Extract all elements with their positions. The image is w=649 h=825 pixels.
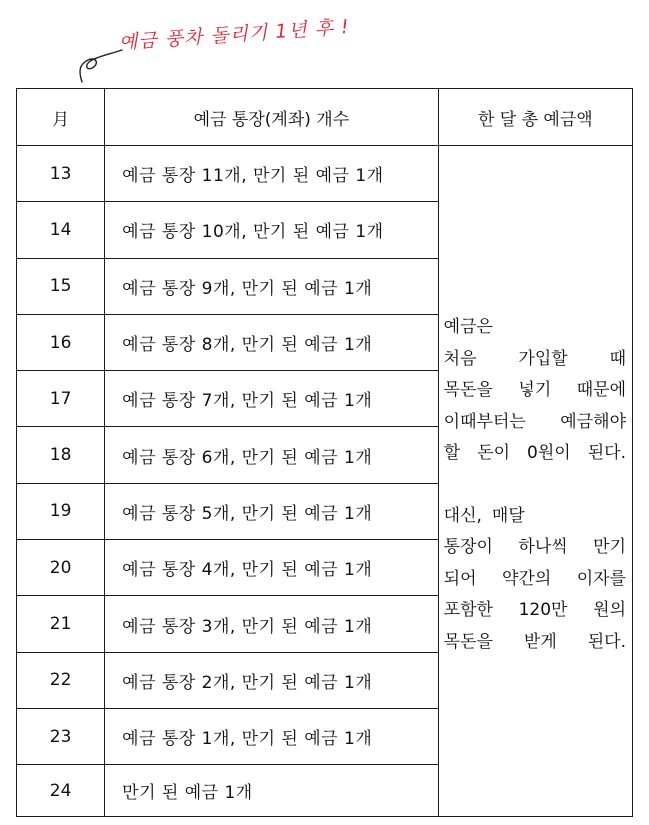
total-note-word: 통장이 (443, 537, 493, 557)
total-note-line (444, 501, 626, 533)
total-note-word: 된다. (587, 631, 626, 652)
month-cell: 23 (17, 708, 105, 764)
month-cell: 16 (17, 314, 105, 370)
total-note-line (444, 407, 626, 439)
total-note (444, 146, 626, 658)
count-cell: 예금 통장 9개, 만기 된 예금 1개 (105, 258, 439, 314)
table-body (17, 146, 633, 817)
count-cell: 예금 통장 7개, 만기 된 예금 1개 (105, 371, 439, 427)
count-cell: 예금 통장 6개, 만기 된 예금 1개 (105, 427, 439, 483)
month-cell: 24 (17, 765, 105, 817)
count-cell: 예금 통장 8개, 만기 된 예금 1개 (105, 314, 439, 370)
total-note-line (444, 564, 626, 596)
total-note-word: 이자를 (576, 568, 626, 589)
total-note-word: 포함한 (443, 600, 493, 620)
total-note-word: 120만 (518, 600, 568, 620)
total-note-word: 때문에 (576, 380, 626, 400)
total-note-word: 만기 (593, 537, 626, 557)
header-month: 月 (17, 89, 105, 146)
total-note-cell (438, 146, 632, 817)
count-cell: 예금 통장 1개, 만기 된 예금 1개 (105, 708, 439, 764)
total-note-word: 때 (609, 348, 626, 369)
total-note-word: 매달 (491, 505, 525, 526)
month-cell: 15 (17, 258, 105, 314)
total-note-word: 예금은 (443, 317, 493, 337)
table-header-row (17, 89, 633, 146)
total-note-word: 하나씩 (518, 537, 568, 557)
header-total: 한 달 총 예금액 (438, 89, 632, 146)
count-cell: 예금 통장 2개, 만기 된 예금 1개 (105, 652, 439, 708)
month-cell: 21 (17, 596, 105, 652)
total-note-word: 대신, (443, 505, 482, 526)
total-note-word: 받게 (523, 631, 557, 652)
total-note-word: 예금해야 (560, 411, 626, 432)
total-note-word: 약간의 (501, 568, 552, 589)
header-count: 예금 통장(계좌) 개수 (105, 89, 439, 146)
month-cell: 19 (17, 483, 105, 539)
total-note-line (444, 375, 626, 407)
total-note-word: 원의 (593, 600, 626, 620)
table-row (17, 146, 633, 202)
total-note-word: 가입할 (518, 348, 568, 369)
deposit-table (16, 88, 633, 817)
total-note-word: 된다. (587, 443, 626, 463)
total-note-word: 0원이 (527, 443, 571, 463)
total-note-line (444, 627, 626, 659)
total-note-word: 처음 (443, 348, 477, 369)
count-cell: 예금 통장 3개, 만기 된 예금 1개 (105, 596, 439, 652)
month-cell: 17 (17, 371, 105, 427)
total-note-word: 넣기 (518, 380, 552, 400)
count-cell: 예금 통장 11개, 만기 된 예금 1개 (105, 146, 439, 202)
total-note-line (444, 438, 626, 470)
total-note-word: 목돈을 (443, 380, 493, 400)
handwritten-annotation (70, 15, 370, 90)
total-note-line (444, 312, 626, 344)
annotation-text: 예금 풍차 돌리기 1년 후 ! (118, 15, 351, 54)
total-note-word: 할 (443, 443, 461, 463)
month-cell: 13 (17, 146, 105, 202)
paragraph-gap (444, 470, 626, 501)
count-cell: 예금 통장 10개, 만기 된 예금 1개 (105, 202, 439, 258)
month-cell: 22 (17, 652, 105, 708)
total-note-line (444, 532, 626, 564)
month-cell: 14 (17, 202, 105, 258)
total-note-word: 이때부터는 (443, 411, 526, 432)
total-note-line (444, 595, 626, 627)
total-note-word: 되어 (443, 568, 477, 589)
total-note-line (444, 344, 626, 376)
total-note-word: 돈이 (477, 443, 510, 463)
count-cell: 예금 통장 4개, 만기 된 예금 1개 (105, 540, 439, 596)
month-cell: 18 (17, 427, 105, 483)
count-cell: 예금 통장 5개, 만기 된 예금 1개 (105, 483, 439, 539)
total-note-word: 목돈을 (443, 631, 493, 652)
count-cell: 만기 된 예금 1개 (105, 765, 439, 817)
month-cell: 20 (17, 540, 105, 596)
